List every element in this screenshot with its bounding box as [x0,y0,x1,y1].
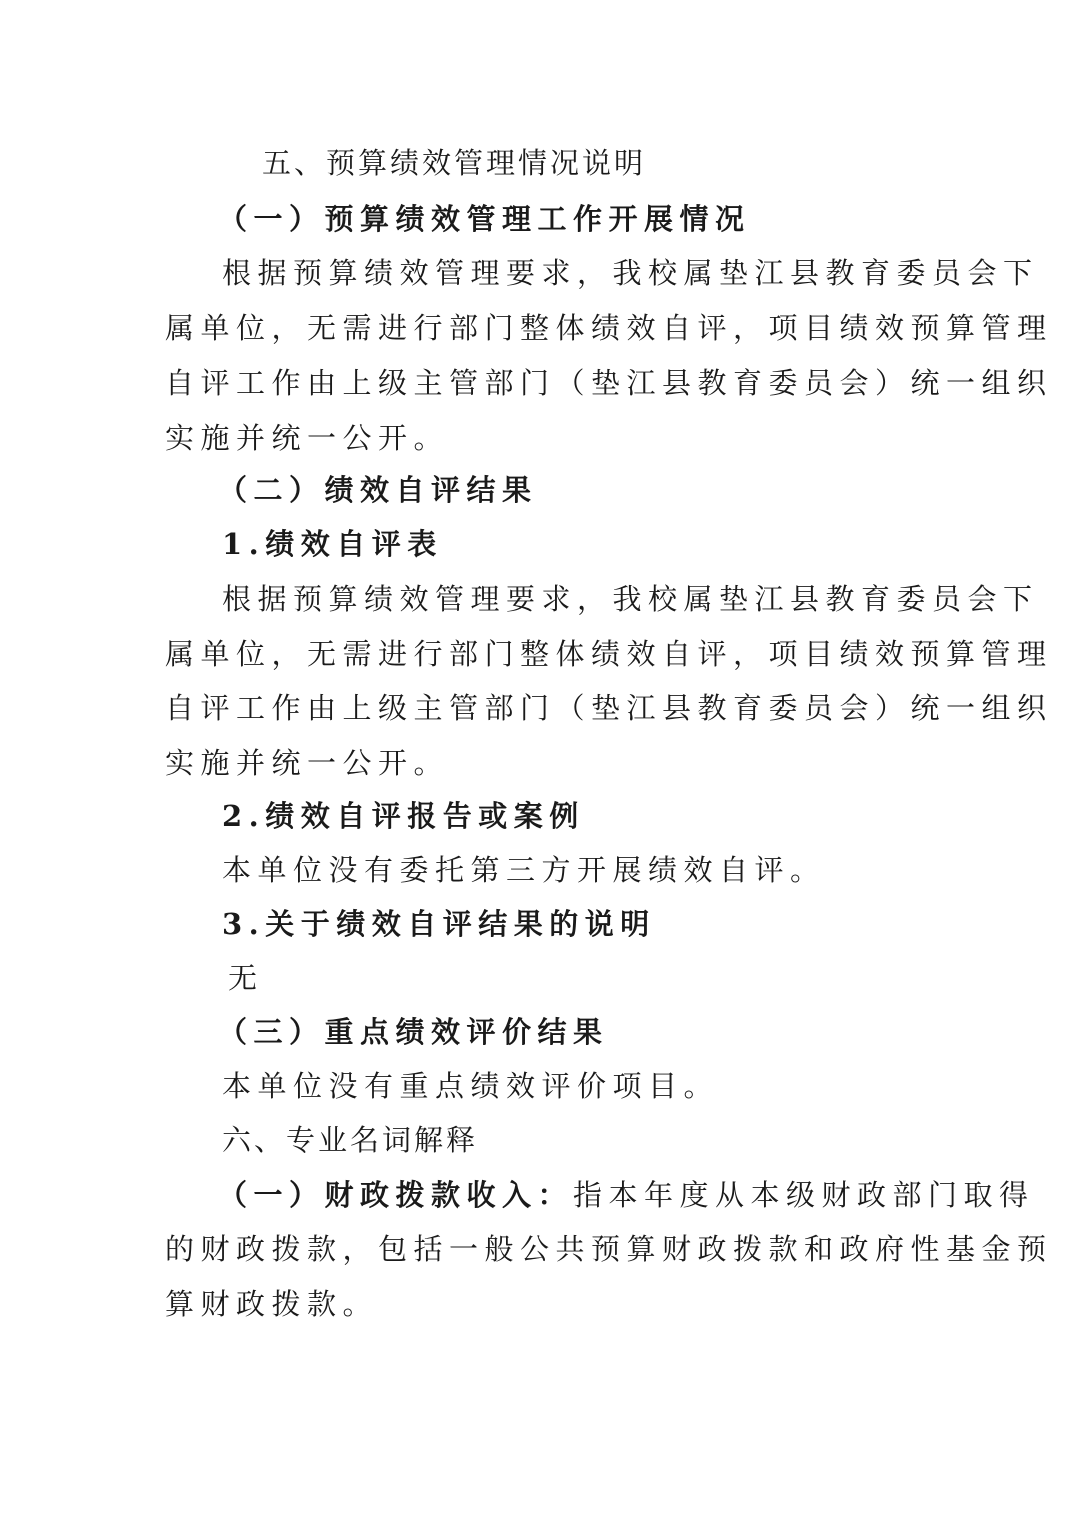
item-2-text: 本单位没有委托第三方开展绩效自评。 [222,853,826,887]
section-5-title: 五、预算绩效管理情况说明 [262,146,647,180]
paragraph-line: 自评工作由上级主管部门（垫江县教育委员会）统一组织 [165,366,1053,400]
paragraph-line: 实施并统一公开。 [165,421,450,455]
section-6-title: 六、专业名词解释 [222,1123,479,1157]
subsection-3-title: （三）重点绩效评价结果 [218,1015,609,1049]
definition-1-line [218,1175,1035,1215]
subsection-3-text: 本单位没有重点绩效评价项目。 [222,1069,720,1103]
item-1-title: 1.绩效自评表 [222,527,443,561]
paragraph-line: 算财政拨款。 [165,1287,379,1321]
item-3-title: 3.关于绩效自评结果的说明 [222,907,656,941]
paragraph-line: 自评工作由上级主管部门（垫江县教育委员会）统一组织 [165,691,1053,725]
subsection-2-title: （二）绩效自评结果 [218,473,538,507]
definition-1-term: （一）财政拨款收入： [218,1178,574,1212]
paragraph-line: 的财政拨款，包括一般公共预算财政拨款和政府性基金预 [165,1232,1053,1266]
paragraph-line: 根据预算绩效管理要求，我校属垫江县教育委员会下 [222,582,1039,616]
paragraph-line: 属单位，无需进行部门整体绩效自评，项目绩效预算管理 [165,637,1053,671]
paragraph-line: 实施并统一公开。 [165,746,450,780]
definition-1-text: 指本年度从本级财政部门取得 [573,1178,1035,1212]
paragraph-line: 属单位，无需进行部门整体绩效自评，项目绩效预算管理 [165,311,1053,345]
paragraph-line: 根据预算绩效管理要求，我校属垫江县教育委员会下 [222,256,1039,290]
item-3-text: 无 [228,961,264,995]
item-2-title: 2.绩效自评报告或案例 [222,799,585,833]
subsection-1-title: （一）预算绩效管理工作开展情况 [218,202,751,236]
